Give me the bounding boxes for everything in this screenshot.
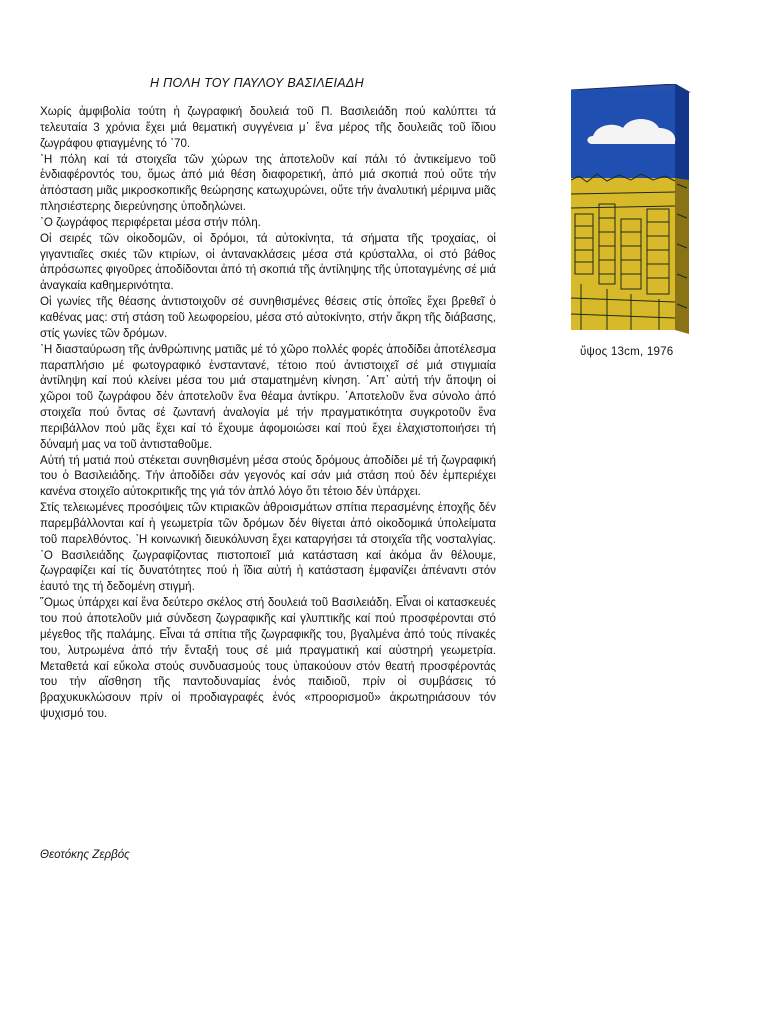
author-signature: Θεοτόκης Ζερβός: [40, 848, 130, 861]
article-paragraph: ᾽Η πόλη καί τά στοιχεῖα τῶν χώρων της ἀποτελοῦν καί πάλι τό ἀντικείμενο τοῦ ἐνδιαφέροντός του, ὅμως ἀπό μιά θέση διαφορετική, ἀπό μιά σκοπιά πού οὔτε τήν ἀπόσταση μιᾶς μικροσκοπικῆς θεώρησης κατωχυρώνει, οὔτε τήν ἀναλυτική μέριμνα μιᾶς πλησιέστερης διερεύνησης ὑποδηλώνει.: [40, 152, 496, 214]
article-paragraph: Στίς τελειωμένες προσόψεις τῶν κτιριακῶν ἀθροισμάτων σπίτια περασμένης ἐποχῆς δέν παρεμβάλλονται καί ἡ γεωμετρία τῶν δρόμων δέν θίγεται ἀπό οἰκοδομικά ὑπολείματα τοῦ παρελθόντος. ᾽Η κοινωνική διευκόλυνση ἔχει καταργήσει τά στοιχεῖα τῆς νοσταλγίας. ᾽Ο Βασιλειάδης ζωγραφίζοντας πιστοποιεῖ μιά κατάσταση καί ἀκόμα ἄν θέλουμε, ζωγραφίζει καί τίς δυνατότητες πού ἡ ἴδια αὐτή ἡ κατάσταση ἐμφανίζει ἀπέναντι στόν ἑαυτό της τή δεδομένη στιγμή.: [40, 501, 496, 594]
article-title: Η ΠΟΛΗ ΤΟΥ ΠΑΥΛΟΥ ΒΑΣΙΛΕΙΑΔΗ: [150, 76, 364, 90]
article-paragraph: Οἱ γωνίες τῆς θέασης ἀντιστοιχοῦν σέ συνηθισμένες θέσεις στίς ὁποῖες ἔχει βρεθεῖ ὁ καθένας μας: στή στάση τοῦ λεωφορείου, μέσα στό αὐτοκίνητο, στήν ἄκρη τῆς διάβασης, στίς γωνίες τῶν δρόμων.: [40, 295, 496, 340]
article-paragraph: Οἱ σειρές τῶν οἰκοδομῶν, οἱ δρόμοι, τά αὐτοκίνητα, τά σήματα τῆς τροχαίας, οἱ γιγαντιαῖες σκιές τῶν κτιρίων, οἱ ἀντανακλάσεις μέσα στά κρύσταλλα, οἱ στό βάθος ἀπρόσωπες φιγοῦρες ἀποδίδονται ἀπό τή σκοπιά τῆς ἀντίληψης τῆς ὑποταγμένης σέ μιά ἀναγκαία καθημερινότητα.: [40, 231, 496, 293]
article-paragraph: ᾽Ο ζωγράφος περιφέρεται μέσα στήν πόλη.: [40, 215, 261, 229]
artwork-photo: [571, 84, 691, 334]
article-paragraph: ῞Ομως ὑπάρχει καί ἕνα δεύτερο σκέλος στή δουλειά τοῦ Βασιλειάδη. Εἶναι οἱ κατασκευές του πού ἀποτελοῦν μιά σύνδεση ζωγραφικῆς καί γλυπτικῆς καί πού προσφέρονται στό μέγεθος τῆς παλάμης. Εἶναι τά σπίτια τῆς ζωγραφικῆς του, βγαλμένα ἀπό τούς πίνακές του, λυτρωμένα ἀπό τήν ἔνταξή τους σέ μιά πραγματική καί αὐστηρή γεωμετρία. Μεταθετά καί εὔκολα στούς συνδυασμούς τους ὑπακούουν στόν θεατή προσφέροντάς του τήν αἴσθηση τῆς παντοδυναμίας ἑνός παιδιοῦ, πρίν οἱ συμβάσεις τό βραχυκυκλώσουν πρίν οἱ προδιαγραφές ἑνός «προορισμοῦ» ἀκρωτηριάσουν τόν ψυχισμό του.: [40, 596, 496, 721]
article-body: [40, 104, 496, 722]
article-paragraph: Χωρίς ἀμφιβολία τούτη ἡ ζωγραφική δουλειά τοῦ Π. Βασιλειάδη πού καλύπτει τά τελευταία 3 χρόνια ἔχει μιά θεματική συγγένεια μ᾽ ἕνα μέρος τῆς δουλειᾶς τοῦ ἴδιου ζωγράφου φτιαγμένης τό ᾽70.: [40, 105, 496, 150]
artwork-caption: ὕψος 13cm, 1976: [580, 345, 674, 358]
article-paragraph: Αὐτή τή ματιά πού στέκεται συνηθισμένη μέσα στούς δρόμους ἀποδίδει μέ τή ζωγραφική του ὁ Βασιλειάδης. Τήν ἀποδίδει σάν γεγονός καί σάν μιά στάση πού δέν ἐμπεριέχει κανένα στοιχεῖο αὐτοκριτικῆς της γιά τόν ἁπλό λόγο ὅτι τέτοιο δέν ὑπάρχει.: [40, 453, 496, 499]
article-paragraph: ᾽Η διασταύρωση τῆς ἀνθρώπινης ματιᾶς μέ τό χῶρο πολλές φορές ἀποδίδει ἀποτέλεσμα παραπλήσιο μέ φωτογραφικό ἐνσταντανέ, τέτοιο πού ἀντιστοιχεῖ σέ μιά στιγμιαία ἀντίληψη καί πού κλείνει μέσα του μιά σταματημένη κίνηση. ᾽Απ᾽ αὐτή τήν ἄποψη οἱ χῶροι τοῦ ζωγράφου δέν ἀποτελοῦν ἕνα θέαμα ἀντίκρυ. ᾽Αποτελοῦν ἕνα σύνολο ἀπό στοιχεῖα πού ὄντας σέ ζωντανή ἀναλογία μέ τήν πραγματικότητα συγκροτοῦν ἕνα περιβάλλον πού μᾶς ἔχει καί τό ἔχουμε ἀφομοιώσει καί πού ἔχει ἐλαχιστοποιήσει τή δύναμή μας να τοῦ ἀντισταθοῦμε.: [40, 342, 496, 451]
block-side-sky: [675, 84, 689, 180]
